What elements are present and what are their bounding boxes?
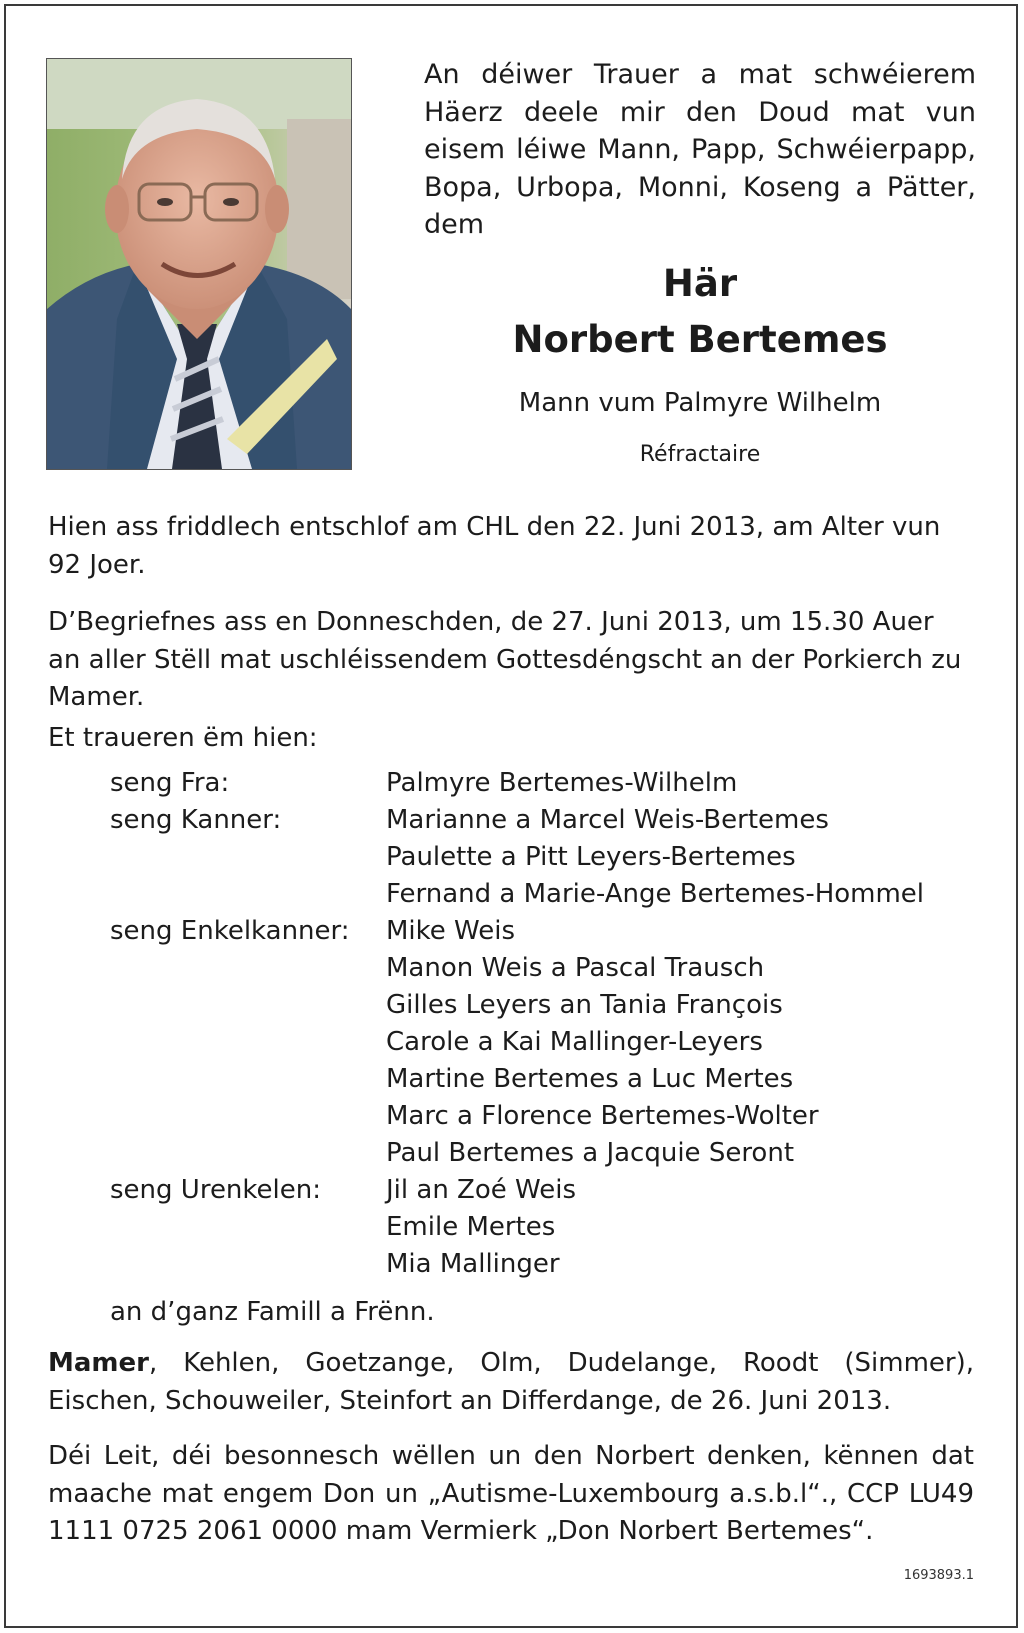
reference-number: 1693893.1 — [903, 1568, 974, 1583]
mourner-name: Paul Bertemes a Jacquie Seront — [386, 1138, 795, 1168]
mourner-group-label: seng Enkelkanner: — [110, 916, 350, 946]
mourner-name: Fernand a Marie-Ange Bertemes-Hommel — [386, 879, 925, 909]
mourner-name: Mike Weis — [386, 916, 515, 946]
deceased-name: Norbert Bertemes — [512, 318, 888, 361]
intro-line: Bopa, Urbopa, Monni, Koseng a Pätter, — [424, 171, 976, 203]
mourners-intro: Et traueren ëm hien: — [48, 723, 318, 753]
donation-paragraph: Déi Leit, déi besonnesch wëllen un den Norbert denken, kënnen dat maache mat engem Don un „Autisme-Luxembourg a.s.b.l“., CCP LU49 1111 0725 2061 0000 mam Vermierk „Don Norbert Bertemes“. — [48, 1441, 974, 1546]
funeral-paragraph: D’Begriefnes ass en Donneschden, de 27. Juni 2013, um 15.30 Auer an aller Stëll mat uschléissendem Gottesdéngscht an der Porkierch zu Mamer. — [48, 607, 962, 712]
places-paragraph — [48, 1345, 974, 1420]
spouse-line: Mann vum Palmyre Wilhelm — [518, 388, 882, 418]
closing-line: an d’ganz Famill a Frënn. — [110, 1297, 435, 1327]
intro-line: Häerz deele mir den Doud mat vun — [424, 96, 976, 128]
mourner-name: Marianne a Marcel Weis-Bertemes — [386, 805, 829, 835]
deceased-honorific: Här — [662, 262, 738, 305]
mourner-group-label: seng Kanner: — [110, 805, 282, 835]
intro-line: An déiwer Trauer a mat schwéierem — [424, 59, 976, 90]
mourner-name: Gilles Leyers an Tania François — [386, 990, 783, 1020]
places-rest: , Kehlen, Goetzange, Olm, Dudelange, Roodt (Simmer), Eischen, Schouweiler, Steinfort an Differdange, de 26. Juni 2013. — [48, 1348, 974, 1416]
mourner-name: Manon Weis a Pascal Trausch — [386, 953, 765, 983]
mourner-name: Jil an Zoé Weis — [386, 1175, 576, 1205]
intro-line: dem — [424, 209, 485, 240]
mourner-name: Paulette a Pitt Leyers-Bertemes — [386, 842, 796, 872]
death-paragraph: Hien ass friddlech entschlof am CHL den 22. Juni 2013, am Alter vun 92 Joer. — [48, 512, 941, 580]
intro-text — [424, 56, 976, 244]
mourner-group-label: seng Fra: — [110, 768, 230, 798]
mourner-name: Marc a Florence Bertemes-Wolter — [386, 1101, 819, 1131]
mourner-name: Mia Mallinger — [386, 1249, 560, 1279]
intro-line: eisem léiwe Mann, Papp, Schwéierpapp, — [424, 134, 976, 165]
mourner-name: Palmyre Bertemes-Wilhelm — [386, 768, 738, 798]
place-bold: Mamer — [48, 1348, 149, 1378]
deceased-role: Réfractaire — [639, 442, 761, 467]
mourner-name: Emile Mertes — [386, 1212, 556, 1242]
mourner-name: Martine Bertemes a Luc Mertes — [386, 1064, 794, 1094]
mourner-group-label: seng Urenkelen: — [110, 1175, 321, 1205]
portrait-photo — [46, 58, 352, 470]
mourner-name: Carole a Kai Mallinger-Leyers — [386, 1027, 763, 1057]
